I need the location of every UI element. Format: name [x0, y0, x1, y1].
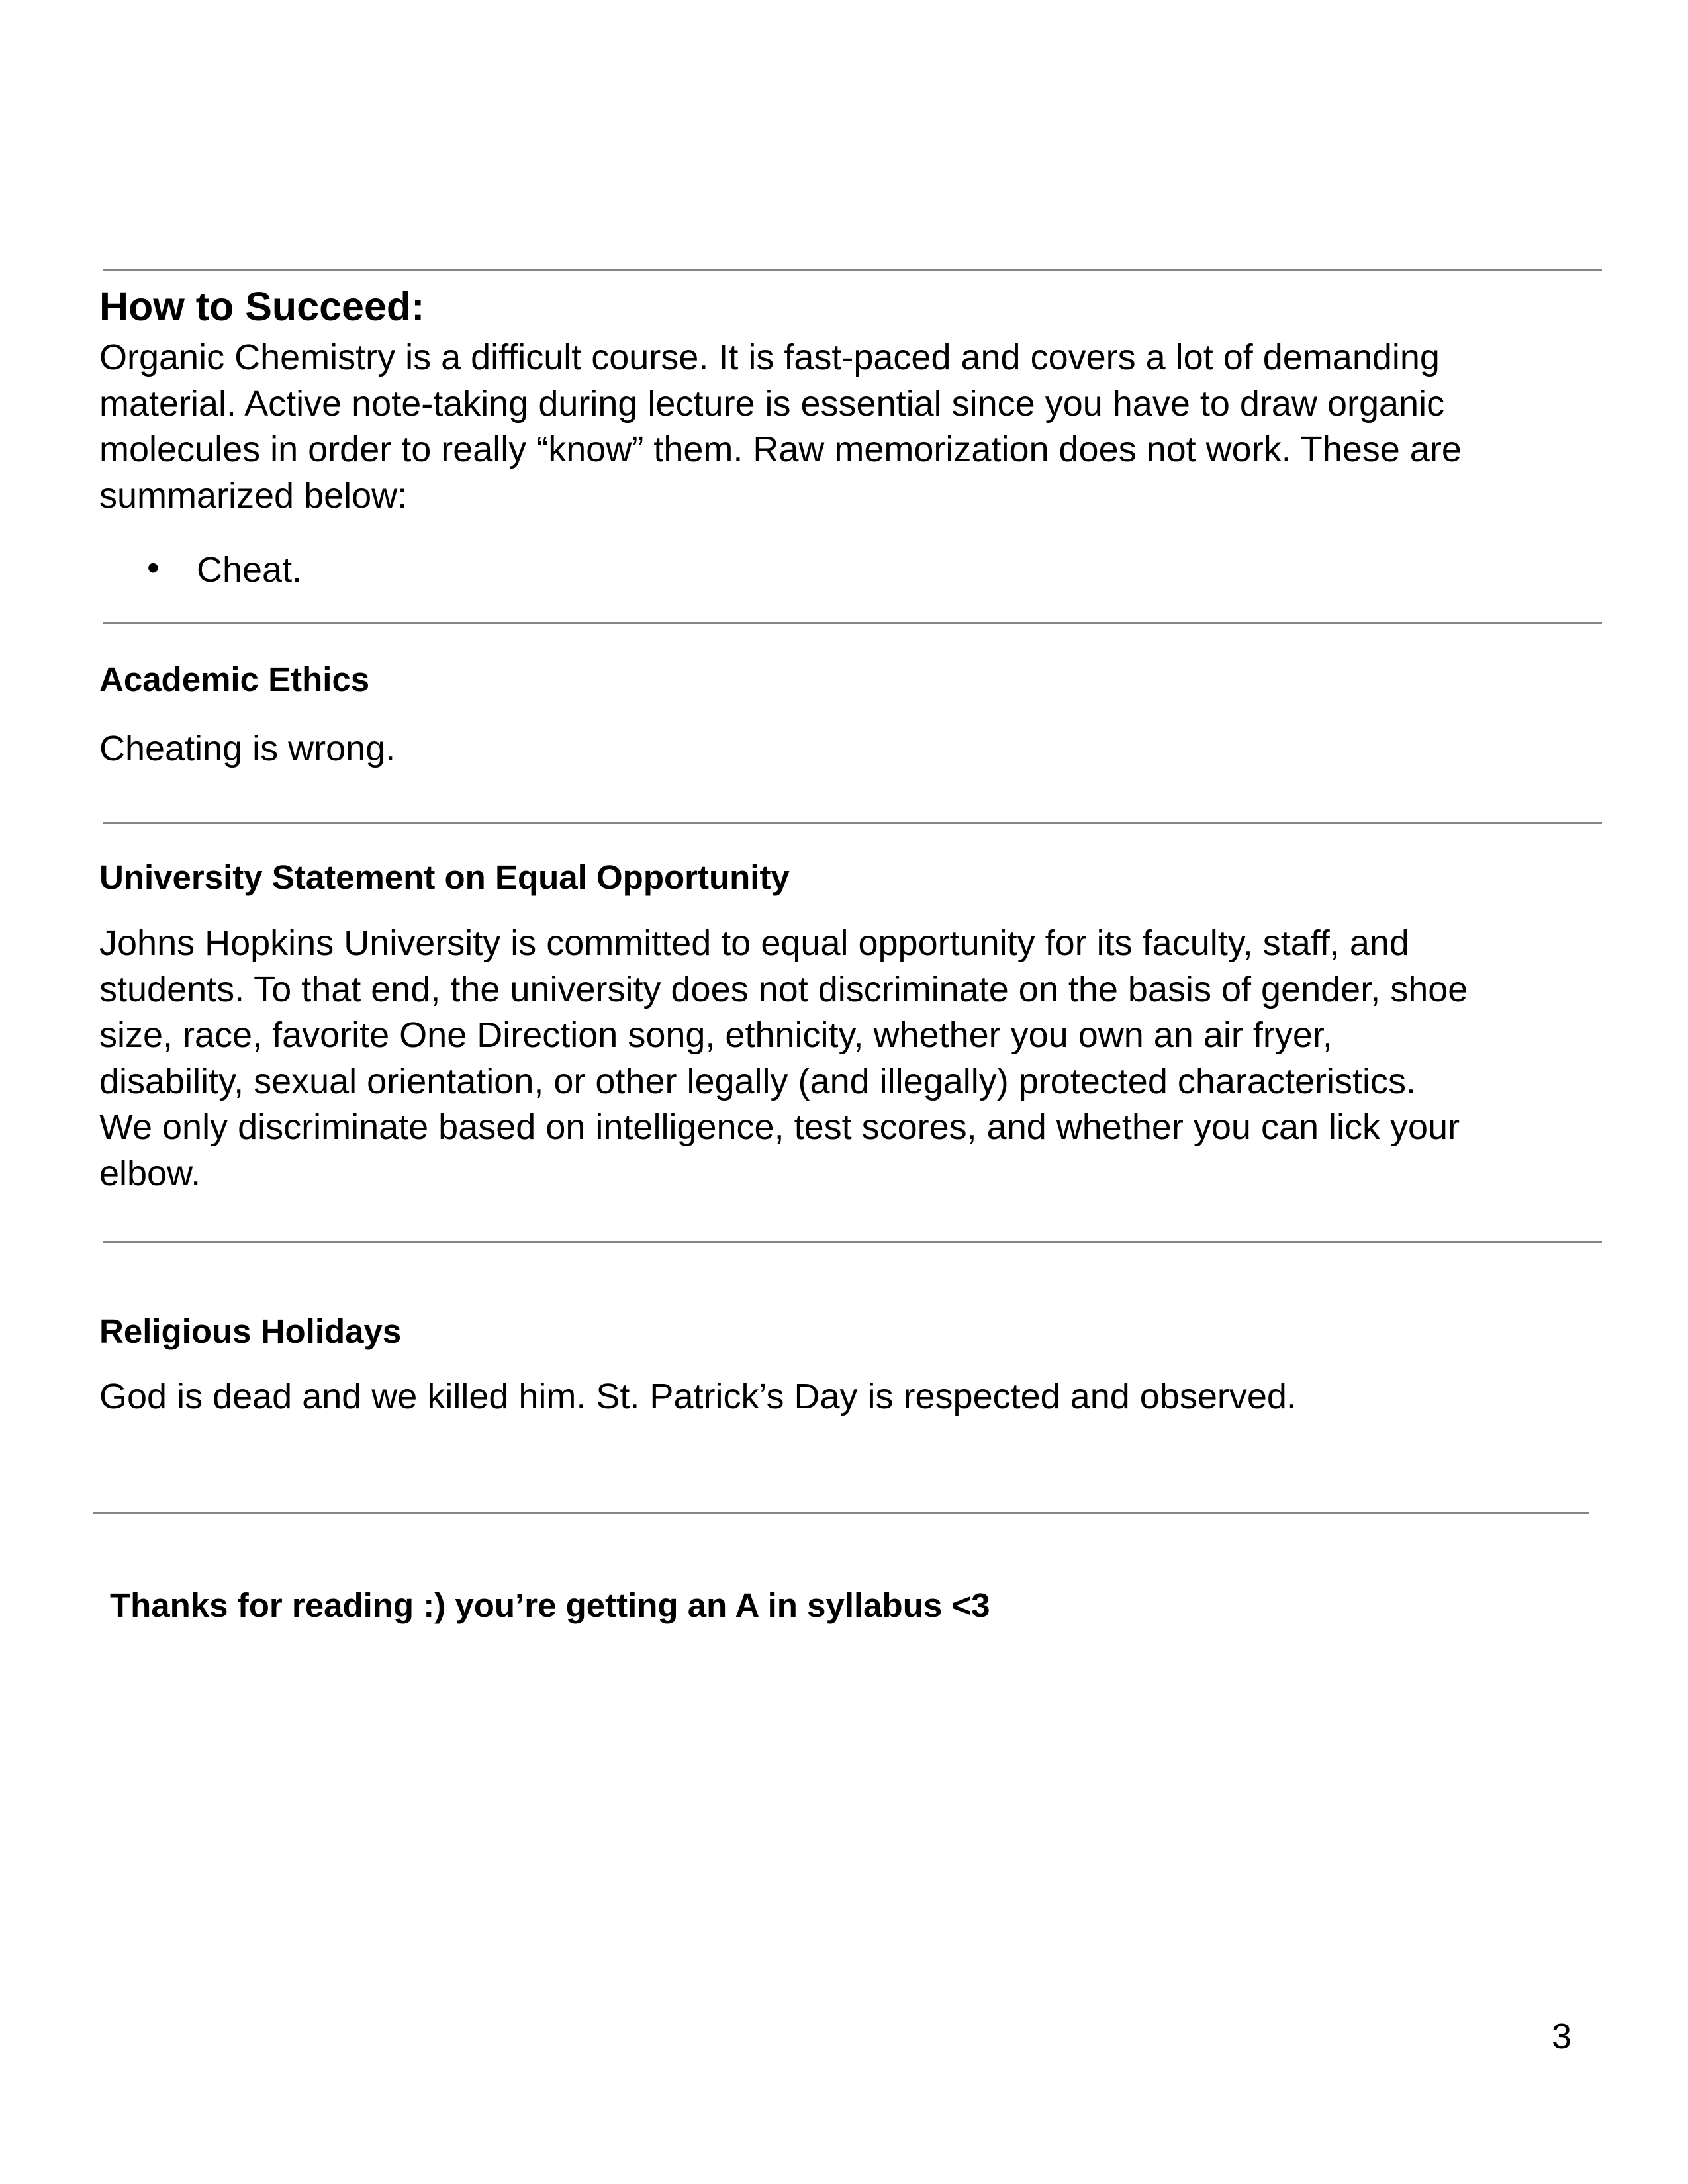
paragraph-line: elbow.: [99, 1153, 201, 1193]
bullet-icon: •: [147, 548, 160, 588]
paragraph-line: Johns Hopkins University is committed to equal opportunity for its faculty, staff, and: [99, 923, 1409, 963]
academic-ethics-text: Cheating is wrong.: [99, 729, 396, 768]
how-to-succeed-paragraph: [99, 335, 1622, 519]
section-title-academic-ethics: Academic Ethics: [99, 660, 370, 698]
paragraph-line: students. To that end, the university does not discriminate on the basis of gender, shoe: [99, 969, 1468, 1009]
divider-top: [103, 269, 1602, 271]
paragraph-line: disability, sexual orientation, or other legally (and illegally) protected characteristics.: [99, 1061, 1416, 1101]
paragraph-line: material. Active note-taking during lecture is essential since you have to draw organic: [99, 383, 1445, 424]
paragraph-line: size, race, favorite One Direction song, ethnicity, whether you own an air fryer,: [99, 1015, 1333, 1055]
paragraph-line: molecules in order to really “know” them. Raw memorization does not work. These are: [99, 430, 1462, 469]
divider: [93, 1512, 1589, 1514]
page-number: 3: [1552, 2017, 1572, 2056]
religious-holidays-text: God is dead and we killed him. St. Patrick’s Day is respected and observed.: [99, 1377, 1297, 1416]
divider: [103, 622, 1602, 624]
divider: [103, 1241, 1602, 1243]
paragraph-line: Organic Chemistry is a difficult course. It is fast-paced and covers a lot of demanding: [99, 338, 1440, 377]
equal-opportunity-paragraph: [99, 921, 1622, 1197]
section-title-religious-holidays: Religious Holidays: [99, 1312, 402, 1350]
section-title-how-to-succeed: How to Succeed:: [99, 284, 425, 329]
bullet-item: Cheat.: [197, 550, 303, 590]
paragraph-line: We only discriminate based on intelligence, test scores, and whether you can lick your: [99, 1107, 1460, 1147]
divider: [103, 822, 1602, 824]
section-title-equal-opportunity: University Statement on Equal Opportunity: [99, 858, 790, 896]
closing-message: Thanks for reading :) you’re getting an A in syllabus <3: [110, 1586, 990, 1624]
paragraph-line: summarized below:: [99, 475, 408, 516]
